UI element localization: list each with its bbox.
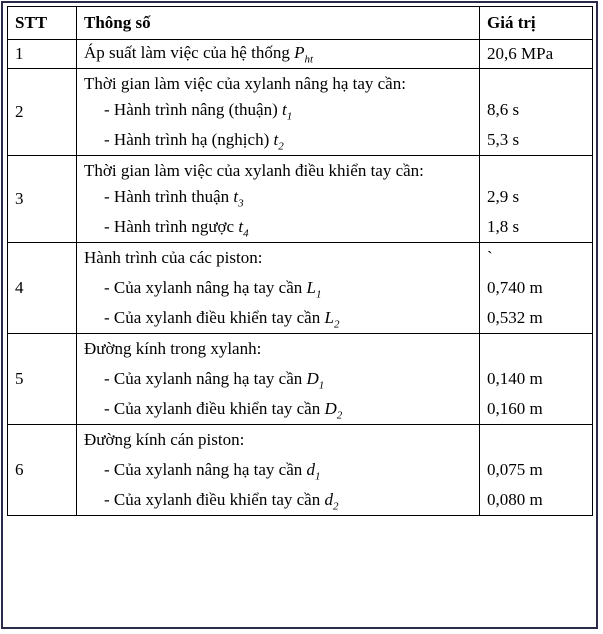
item-value: 8,6 s [487,100,520,119]
item-value: 5,3 s [487,130,520,149]
row-stt: 5 [8,334,77,425]
row-param [77,425,480,516]
header-stt: STT [8,7,77,40]
item-value: 1,8 s [487,217,520,236]
row-param [77,156,480,243]
item-label: - Của xylanh nâng hạ tay cần [104,369,303,388]
item-subscript: 3 [238,197,244,210]
row-stt: 6 [8,425,77,516]
param-item [84,95,472,125]
row-param [77,334,480,425]
item-value: 0,140 m [487,369,543,388]
param-item [84,485,472,515]
table-row [8,156,593,243]
item-label: - Của xylanh nâng hạ tay cần [104,278,303,297]
row-value [480,156,593,243]
table-row [8,243,593,334]
item-label: - Của xylanh điều khiển tay cần [104,490,321,509]
param-item [84,182,472,212]
table-row [8,425,593,516]
item-label: - Hành trình ngược [104,217,235,236]
header-value: Giá trị [480,7,593,40]
item-value: 0,160 m [487,399,543,418]
item-subscript: 2 [278,140,284,153]
item-subscript: 2 [333,318,340,331]
table-row [8,40,593,69]
param-item [84,394,472,424]
parameter-table [7,6,593,516]
item-symbol: t [281,100,287,119]
item-symbol: t [238,217,244,236]
item-symbol: d [306,460,316,479]
item-symbol: t [273,130,279,149]
table-row [8,69,593,156]
param-symbol: P [294,42,305,62]
row-stt: 1 [8,40,77,69]
row-value [480,69,593,156]
item-value: 0,080 m [487,490,543,509]
param-title: Thời gian làm việc của xylanh điều khiển tay cần: [84,161,424,180]
row-stt: 4 [8,243,77,334]
item-value: 2,9 s [487,187,520,206]
param-item [84,455,472,485]
param-title: Hành trình của các piston: [84,248,263,267]
row-param [77,40,480,69]
item-subscript: 1 [315,288,322,301]
table-header-row [8,7,593,40]
param-item [84,273,472,303]
row-stt: 2 [8,69,77,156]
row-value [480,425,593,516]
item-value: 0,532 m [487,308,543,327]
row-value: 20,6 MPa [480,40,593,69]
item-symbol: D [324,399,337,418]
param-title: Thời gian làm việc của xylanh nâng hạ tay cần: [84,74,406,93]
header-param: Thông số [77,7,480,40]
item-symbol: d [324,490,333,509]
item-symbol: L [324,308,334,327]
item-label: - Hành trình thuận [104,187,230,206]
row-value [480,243,593,334]
param-subscript: ht [304,53,314,66]
param-item [84,364,472,394]
title-value: ` [487,248,493,267]
item-symbol: L [306,278,316,297]
row-stt: 3 [8,156,77,243]
param-item [84,125,472,155]
item-subscript: 1 [318,379,325,392]
param-title: Đường kính cán piston: [84,430,245,449]
item-symbol: D [306,369,319,388]
item-subscript: 2 [336,409,343,422]
item-label: - Của xylanh nâng hạ tay cần [104,460,303,479]
row-param [77,69,480,156]
table-row [8,334,593,425]
item-subscript: 1 [315,470,321,483]
item-value: 0,075 m [487,460,543,479]
item-label: - Hành trình nâng (thuận) [104,100,278,119]
param-item [84,303,472,333]
item-label: - Hành trình hạ (nghịch) [104,130,270,149]
item-label: - Của xylanh điều khiển tay cần [104,399,321,418]
row-param [77,243,480,334]
item-subscript: 4 [243,227,249,240]
param-title: Đường kính trong xylanh: [84,339,262,358]
param-item [84,212,472,242]
item-subscript: 1 [286,110,293,123]
item-label: - Của xylanh điều khiển tay cần [104,308,321,327]
item-value: 0,740 m [487,278,543,297]
item-subscript: 2 [332,500,339,513]
row-value [480,334,593,425]
param-title: Áp suất làm việc của hệ thống [84,42,290,62]
item-symbol: t [233,187,239,206]
